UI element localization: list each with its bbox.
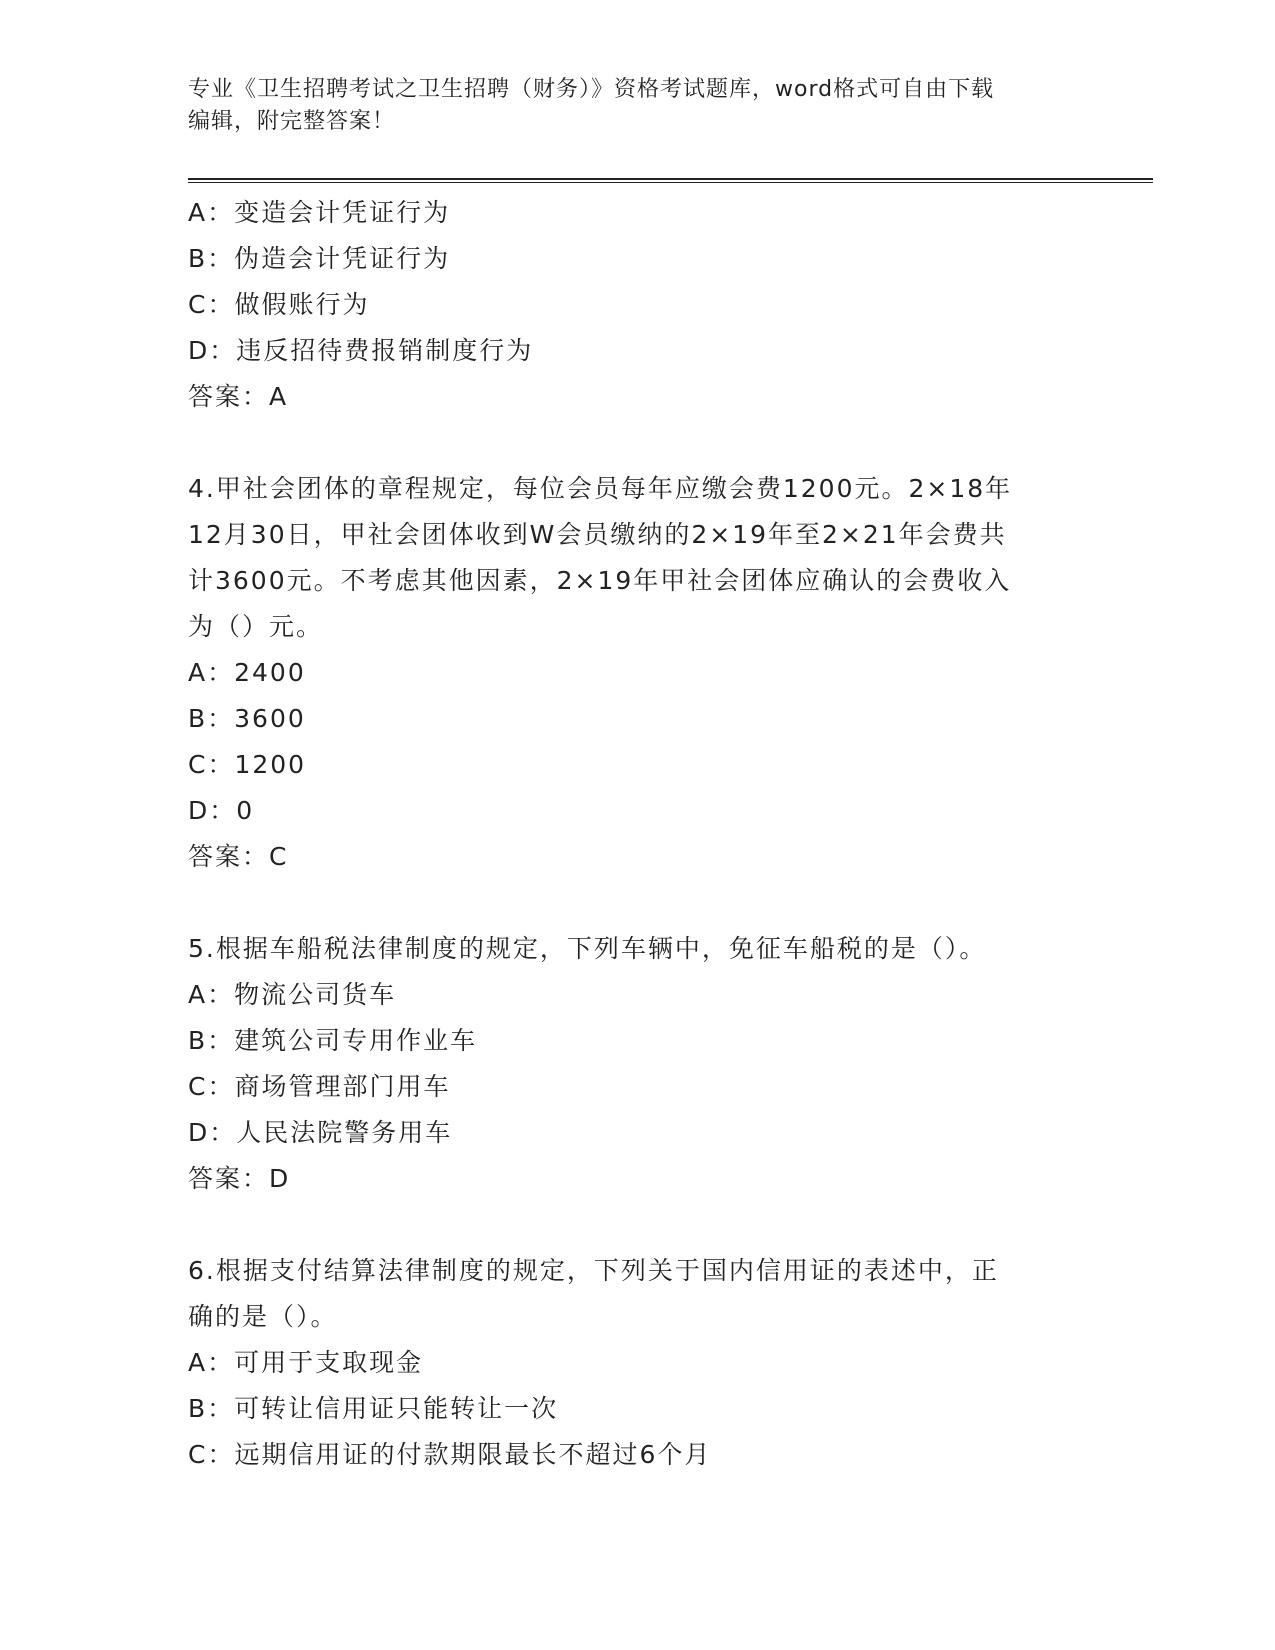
question-stem-line: 5.根据车船税法律制度的规定，下列车辆中，免征车船税的是（）。	[188, 934, 987, 963]
option-b: B：3600	[188, 704, 306, 733]
question-list	[188, 190, 1088, 1478]
question-5	[188, 926, 1088, 1202]
header-line-2: 编辑，附完整答案！	[188, 109, 396, 134]
option-b: B：可转让信用证只能转让一次	[188, 1394, 559, 1423]
option-d: D：0	[188, 796, 255, 825]
answer: 答案：A	[188, 382, 289, 411]
option-c: C：商场管理部门用车	[188, 1072, 451, 1101]
option-d: D：人民法院警务用车	[188, 1118, 453, 1147]
option-d: D：违反招待费报销制度行为	[188, 336, 534, 365]
question-6	[188, 1248, 1088, 1478]
option-c: C：1200	[188, 750, 307, 779]
question-stem-line: 确的是（）。	[188, 1302, 338, 1331]
question-4	[188, 466, 1088, 880]
question-3	[188, 190, 1088, 420]
question-stem-line: 计3600元。不考虑其他因素，2×19年甲社会团体应确认的会费收入	[188, 566, 1012, 595]
header-divider	[188, 178, 1153, 183]
header-line-1: 专业《卫生招聘考试之卫生招聘（财务）》资格考试题库，word格式可自由下载	[188, 77, 995, 102]
option-a: A：可用于支取现金	[188, 1348, 424, 1377]
option-b: B：建筑公司专用作业车	[188, 1026, 478, 1055]
option-a: A：2400	[188, 658, 306, 687]
answer: 答案：C	[188, 842, 289, 871]
answer: 答案：D	[188, 1164, 291, 1193]
document-header	[188, 74, 1088, 138]
question-stem-line: 6.根据支付结算法律制度的规定，下列关于国内信用证的表述中，正	[188, 1256, 999, 1285]
question-stem-line: 12月30日，甲社会团体收到W会员缴纳的2×19年至2×21年会费共	[188, 520, 1007, 549]
option-a: A：变造会计凭证行为	[188, 198, 451, 227]
option-c: C：远期信用证的付款期限最长不超过6个月	[188, 1440, 712, 1469]
option-a: A：物流公司货车	[188, 980, 397, 1009]
option-c: C：做假账行为	[188, 290, 370, 319]
question-stem-line: 为（）元。	[188, 612, 324, 641]
question-stem-line: 4.甲社会团体的章程规定，每位会员每年应缴会费1200元。2×18年	[188, 474, 1013, 503]
option-b: B：伪造会计凭证行为	[188, 244, 451, 273]
